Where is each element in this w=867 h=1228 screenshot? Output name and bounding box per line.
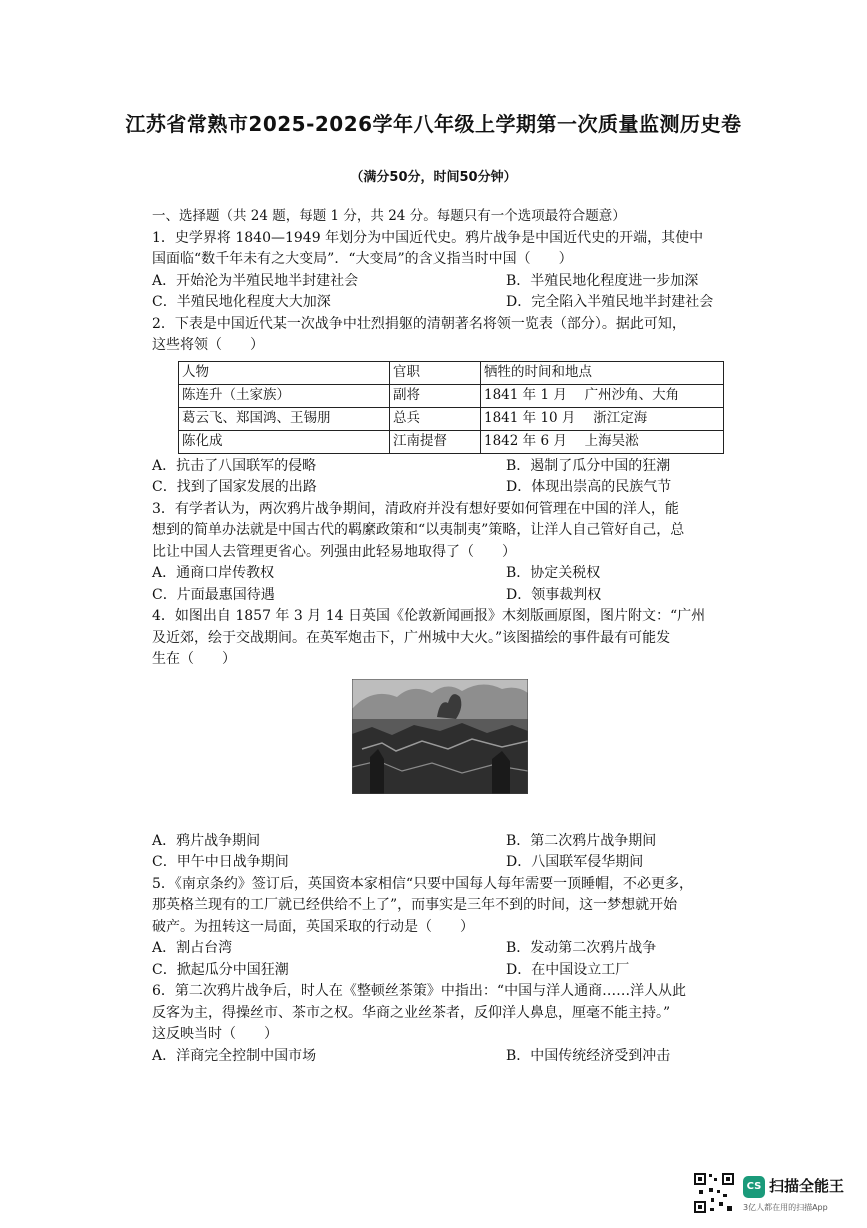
table-cell: 葛云飞、郑国鸿、王锡朋 [179, 407, 390, 430]
q1-options-row [152, 271, 732, 293]
q3-options-row [152, 563, 732, 585]
table-cell: 1842 年 6 月 上海吴淞 [481, 430, 724, 453]
q6-text-line: 反客为主，得操丝市、茶市之权。华商之业丝茶者，反仰洋人鼻息，厘毫不能主持。” [152, 1004, 671, 1021]
scanner-brand: 扫描全能王 [769, 1177, 845, 1195]
table-header-row [179, 361, 724, 384]
q3-option-c: C．片面最惠国待遇 [152, 586, 275, 603]
table-row [179, 430, 724, 453]
q2-option-d: D．体现出崇高的民族气节 [506, 479, 672, 495]
q1-text-line: 1．史学界将 1840—1949 年划分为中国近代史。鸦片战争是中国近代史的开端，其使中 [152, 229, 704, 246]
table-header-cell: 人物 [179, 361, 390, 384]
q3-option-d: D．领事裁判权 [506, 586, 602, 603]
q4-option-d: D．八国联军侵华期间 [506, 854, 644, 870]
q4-text-line: 生在（ ） [152, 651, 236, 667]
exam-info: （满分50分，时间50分钟） [350, 170, 517, 185]
q2-options-row [152, 456, 732, 478]
q1-option-b: B．半殖民地化程度进一步加深 [506, 272, 699, 289]
table-cell: 副将 [390, 384, 481, 407]
q5-text-line: 破产。为扭转这一局面，英国采取的行动是（ ） [152, 918, 474, 935]
q3-text-line: 想到的简单办法就是中国古代的羁縻政策和“以夷制夷”策略，让洋人自己管好自己，总 [152, 522, 685, 538]
table-cell: 1841 年 10 月 浙江定海 [481, 407, 724, 430]
q5-text-line: 5．《南京条约》签订后，英国资本家相信“只要中国每人每年需要一顶睡帽，不必更多， [152, 875, 694, 892]
q6-text-line: 6．第二次鸦片战争后，时人在《整顿丝茶策》中指出：“中国与洋人通商……洋人从此 [152, 983, 687, 999]
q4-text-line: 4．如图出自 1857 年 3 月 14 日英国《伦敦新闻画报》木刻版画原图，图片附文：“广州 [152, 608, 706, 624]
q1-option-c: C．半殖民地化程度大大加深 [152, 294, 331, 310]
q2-option-a: A．抗击了八国联军的侵略 [152, 457, 317, 474]
q5-option-a: A．割占台湾 [152, 940, 233, 956]
generals-table [178, 361, 724, 454]
q4-option-b: B．第二次鸦片战争期间 [506, 832, 657, 849]
table-row [179, 384, 724, 407]
camscanner-logo-icon: CS [743, 1176, 765, 1198]
q1-option-d: D．完全陷入半殖民地半封建社会 [506, 294, 714, 310]
q5-text-line: 那英格兰现有的工厂就已经供给不上了”，而事实是三年不到的时间，这一梦想就开始 [152, 897, 678, 913]
q5-options-row [152, 960, 732, 982]
table-cell: 总兵 [390, 407, 481, 430]
section-header: 一、选择题（共 24 题，每题 1 分，共 24 分。每题只有一个选项最符合题意） [152, 208, 626, 224]
table-cell: 1841 年 1 月 广州沙角、大角 [481, 384, 724, 407]
q2-text-line: 这些将领（ ） [152, 337, 264, 353]
q3-text-line: 3．有学者认为，两次鸦片战争期间，清政府并没有想好要如何管理在中国的洋人，能 [152, 500, 679, 517]
q4-figure-area [152, 677, 732, 827]
q3-text-line: 比让中国人去管理更省心。列强由此轻易地取得了（ ） [152, 543, 516, 560]
q4-options-row [152, 831, 732, 853]
q2-option-b: B．遏制了瓜分中国的狂潮 [506, 457, 671, 474]
canton-woodcut-image [352, 679, 528, 794]
table-header-cell: 牺牲的时间和地点 [481, 361, 724, 384]
q1-options-row [152, 292, 732, 314]
scanner-watermark [693, 1172, 853, 1218]
q2-option-c: C．找到了国家发展的出路 [152, 479, 317, 495]
table-row [179, 407, 724, 430]
q3-option-b: B．协定关税权 [506, 565, 601, 581]
q3-option-a: A．通商口岸传教权 [152, 565, 275, 581]
page-title: 江苏省常熟市2025-2026学年八年级上学期第一次质量监测历史卷 [125, 112, 742, 136]
table-header-cell: 官职 [390, 361, 481, 384]
q4-option-a: A．鸦片战争期间 [152, 832, 261, 849]
q6-text-line: 这反映当时（ ） [152, 1026, 278, 1042]
table-cell: 陈连升（土家族） [179, 384, 390, 407]
q4-text-line: 及近郊，绘于交战期间。在英军炮击下，广州城中大火。”该图描绘的事件最有可能发 [152, 629, 671, 646]
q4-options-row [152, 852, 732, 874]
q6-option-b: B．中国传统经济受到冲击 [506, 1047, 671, 1064]
q5-option-d: D．在中国设立工厂 [506, 961, 630, 978]
q2-options-row [152, 477, 732, 499]
qr-code-icon [693, 1172, 735, 1214]
q1-option-a: A．开始沦为半殖民地半封建社会 [152, 272, 359, 289]
table-cell: 陈化成 [179, 430, 390, 453]
q4-option-c: C．甲午中日战争期间 [152, 854, 289, 870]
q2-text-line: 2．下表是中国近代某一次战争中壮烈捐躯的清朝著名将领一览表（部分）。据此可知， [152, 315, 686, 332]
table-cell: 江南提督 [390, 430, 481, 453]
question-content [152, 206, 732, 1067]
q6-options-row [152, 1046, 732, 1068]
scanner-tagline: 3亿人都在用的扫描App [743, 1203, 828, 1212]
q6-option-a: A．洋商完全控制中国市场 [152, 1047, 317, 1064]
q3-options-row [152, 585, 732, 607]
q5-option-c: C．掀起瓜分中国狂潮 [152, 961, 289, 978]
q1-text-line: 国面临“数千年未有之大变局”．“大变局”的含义指当时中国（ ） [152, 251, 573, 267]
q5-option-b: B．发动第二次鸦片战争 [506, 940, 657, 956]
q5-options-row [152, 938, 732, 960]
